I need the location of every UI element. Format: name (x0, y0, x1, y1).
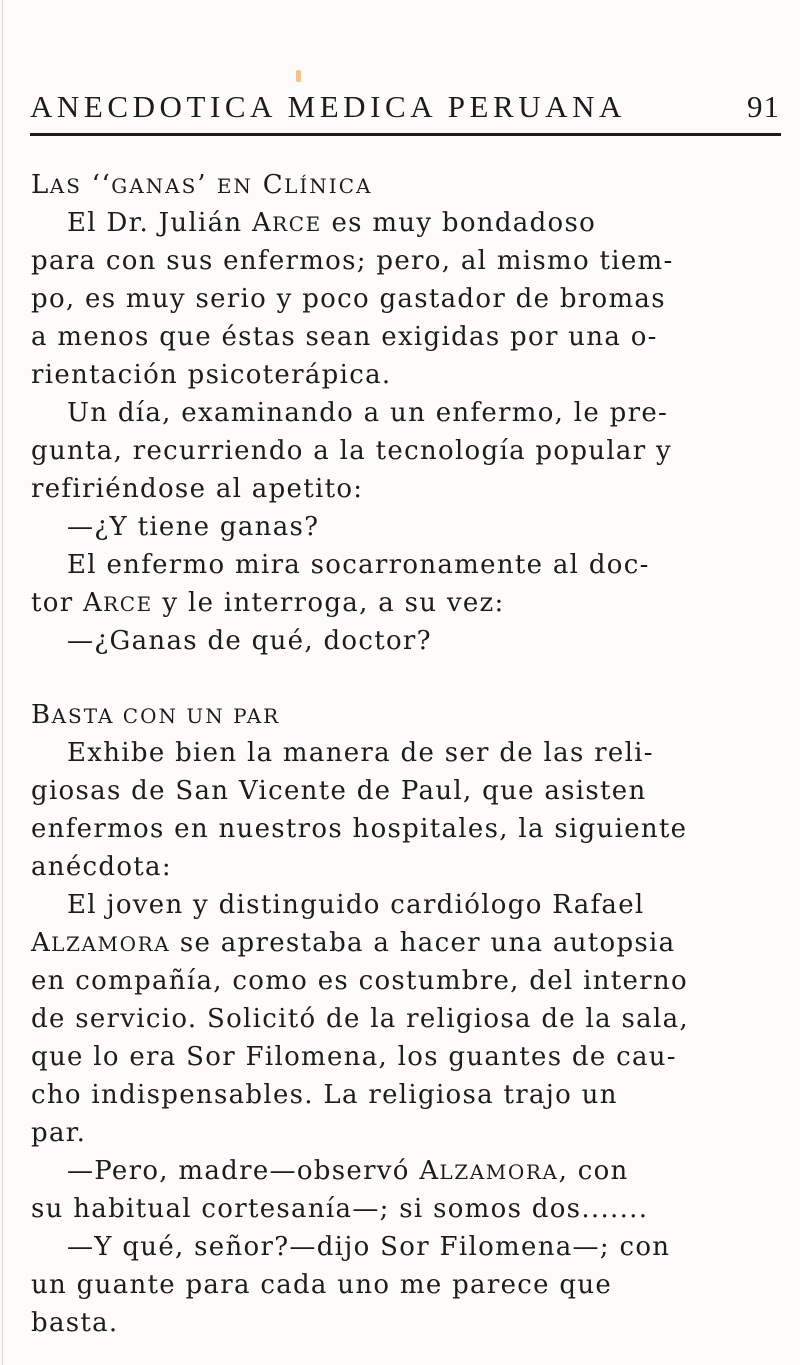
paragraph-line: que lo era Sor Filomena, los guantes de cau- (31, 1042, 677, 1072)
paragraph-line: El enfermo mira socarronamente al doc- (67, 550, 650, 580)
section-heading-basta: BASTA CON UN PAR (31, 700, 281, 730)
paragraph-line: en compañía, como es costumbre, del interno (31, 966, 688, 996)
paragraph-line: para con sus enfermos; pero, al mismo tiem- (31, 246, 674, 276)
paragraph-line: de servicio. Solicitó de la religiosa de la sala, (31, 1004, 689, 1034)
dialogue-line: —¿Ganas de qué, doctor? (67, 626, 432, 656)
paragraph-line: anécdota: (31, 852, 172, 882)
paragraph-line: enfermos en nuestros hospitales, la siguiente (31, 814, 688, 844)
paragraph-line: basta. (31, 1308, 119, 1338)
section-heading-ganas: LAS ‘‘GANAS’ EN CLÍNICA (31, 170, 373, 200)
paragraph-line: Exhibe bien la manera de ser de las reli- (67, 738, 654, 768)
paragraph-line: su habitual cortesanía—; si somos dos....... (31, 1194, 649, 1224)
paragraph-line: a menos que éstas sean exigidas por una o- (31, 322, 658, 352)
paragraph-line: ALZAMORA se aprestaba a hacer una autopsia (31, 928, 676, 958)
dialogue-line: —Y qué, señor?—dijo Sor Filomena—; con (67, 1232, 671, 1262)
paragraph-line: giosas de San Vicente de Paul, que asisten (31, 776, 647, 806)
paragraph-line: gunta, recurriendo a la tecnología popular y (31, 436, 673, 466)
paragraph-line: un guante para cada uno me parece que (31, 1270, 613, 1300)
paragraph-line: rientación psicoterápica. (31, 360, 392, 390)
paragraph-line: tor ARCE y le interroga, a su vez: (31, 588, 505, 618)
paragraph-line: po, es muy serio y poco gastador de bromas (31, 284, 666, 314)
page-number: 91 (747, 89, 780, 124)
paragraph-line: par. (31, 1118, 87, 1148)
dialogue-line: —Pero, madre—observó ALZAMORA, con (67, 1156, 629, 1186)
paragraph-line: refiriéndose al apetito: (31, 474, 364, 504)
running-head-title: ANECDOTICA MEDICA PERUANA (30, 89, 626, 124)
paragraph-line: El joven y distinguido cardiólogo Rafael (67, 890, 645, 920)
paragraph-line: Un día, examinando a un enfermo, le pre- (67, 398, 669, 428)
paragraph-line: cho indispensables. La religiosa trajo un (31, 1080, 618, 1110)
dialogue-line: —¿Y tiene ganas? (67, 512, 320, 542)
paragraph-line: El Dr. Julián ARCE es muy bondadoso (67, 208, 597, 238)
